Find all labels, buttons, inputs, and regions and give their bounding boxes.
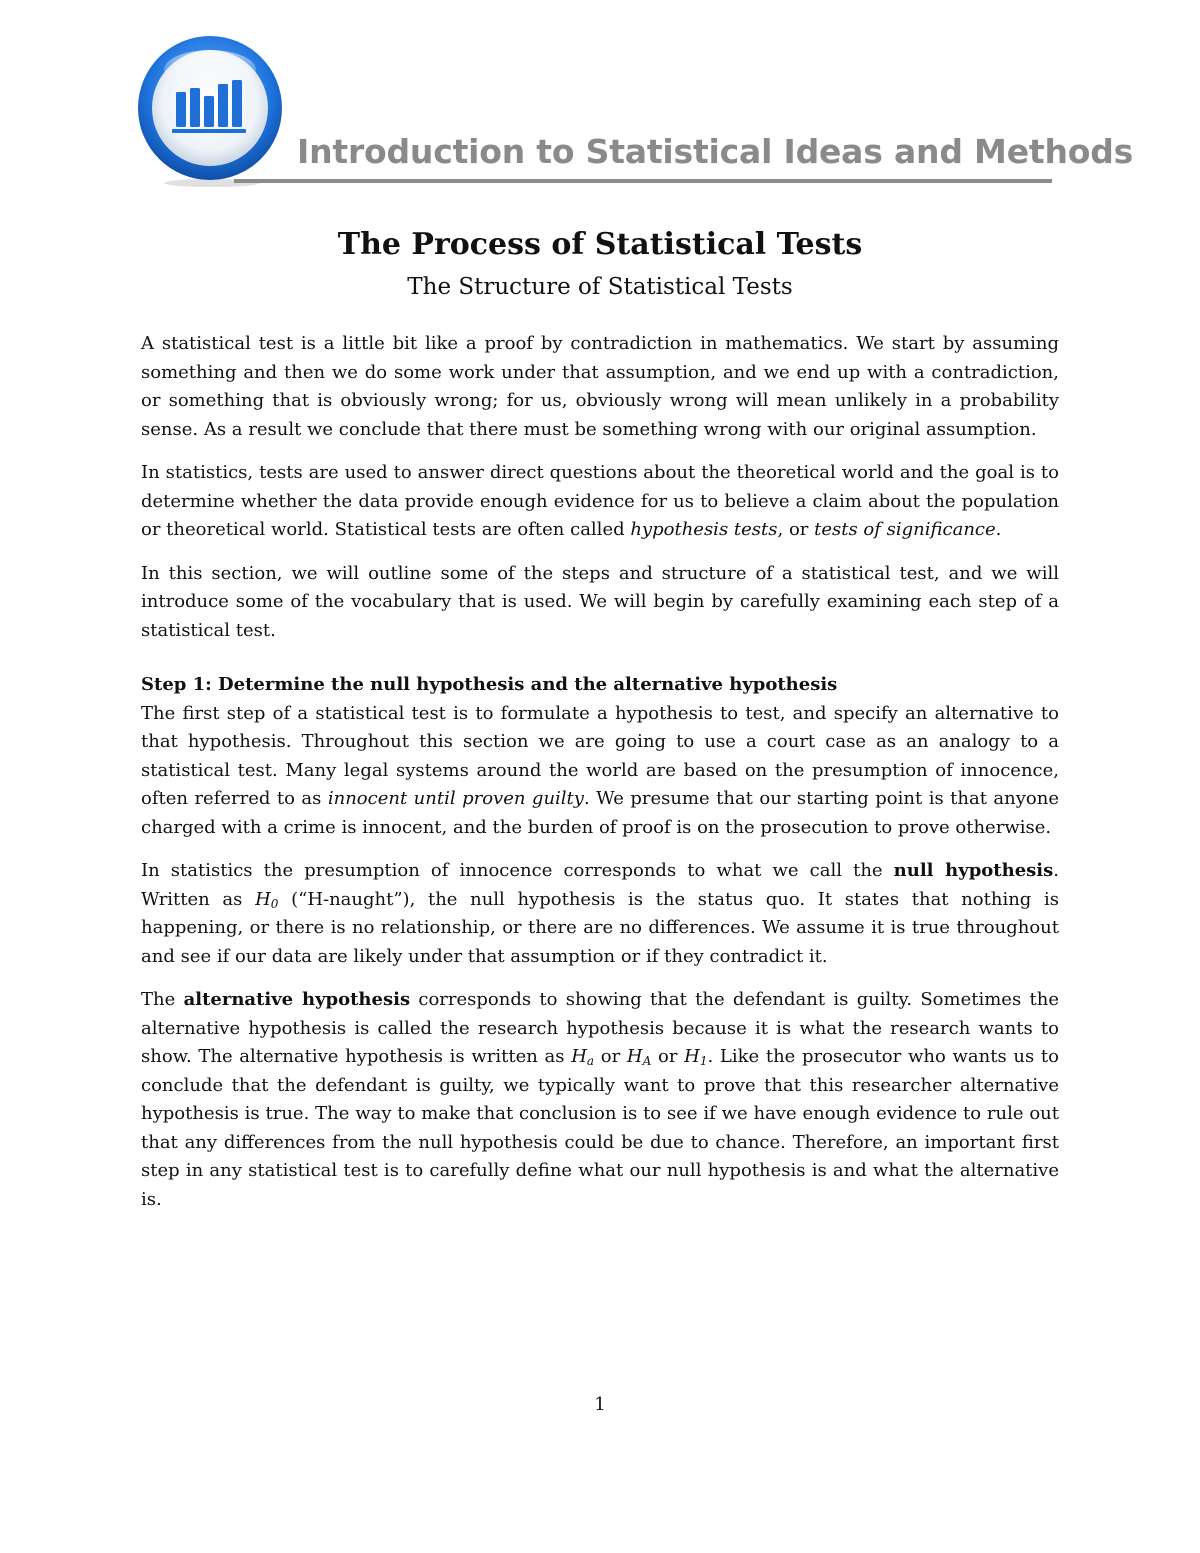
page-subtitle: The Structure of Statistical Tests (407, 274, 793, 300)
math-subscript: A (642, 1054, 652, 1068)
math-letter: H (255, 888, 271, 910)
text: corresponds to showing that the defendant is guilty. Sometimes the alternative hypothesis is called the research hypothesis because it is what the research wants to show. The alternative hypothesis is written as (141, 989, 1059, 1067)
text: (“H-naught”), the null hypothesis is the status quo. It states that nothing is happening, or there is no relationship, or there are no differences. We assume it is true throughout and see if our data are likely under that assumption or if they contradict it. (141, 888, 1059, 967)
paragraph-alternative-hypothesis (141, 986, 1059, 1214)
text: or (594, 1046, 627, 1067)
math-symbol (255, 889, 278, 910)
text: . Like the prosecutor who wants us to conclude that the defendant is guilty, we typically want to prove that this researcher alternative hypothesis is true. The way to make that conclusion is to see if we have enough evidence to rule out that any differences from the null hypothesis could be due to chance. Therefore, an important first step in any statistical test is to carefully define what our null hypothesis is and what the alternative is. (141, 1046, 1059, 1210)
math-subscript: a (586, 1054, 595, 1068)
emphasis-term: tests of significance (814, 519, 996, 540)
section-heading: Step 1: Determine the null hypothesis and the alternative hypothesis (141, 674, 838, 695)
text: The (141, 989, 184, 1010)
text: . We presume that our starting point is that anyone charged with a crime is innocent, and the burden of proof is on the prosecution to prove otherwise. (141, 788, 1059, 838)
paragraph-section-outline: In this section, we will outline some of the steps and structure of a statistical test, and we will introduce some of the vocabulary that is used. We will begin by carefully examining each step of a statistical test. (141, 562, 1059, 641)
paragraph-null-hypothesis (141, 857, 1059, 971)
text: In statistics, tests are used to answer direct questions about the theoretical world and the goal is to determine whether the data provide enough evidence for us to believe a claim about the population or theoretical world. Statistical tests are often called (141, 462, 1059, 540)
paragraph-statistics-tests (141, 459, 1059, 545)
math-symbol (684, 1046, 707, 1067)
math-symbol (627, 1046, 651, 1067)
math-subscript: 0 (270, 896, 279, 911)
text: . Written as (141, 860, 1059, 910)
emphasis-term: hypothesis tests (630, 519, 778, 540)
bold-term: alternative hypothesis (183, 989, 411, 1010)
text: . (995, 519, 1002, 540)
header-divider (234, 179, 1052, 183)
document-body (141, 330, 1059, 1229)
math-letter: H (684, 1046, 700, 1067)
course-title: Introduction to Statistical Ideas and Methods (297, 132, 1134, 171)
bar-chart-icon (136, 36, 286, 188)
page-title: The Process of Statistical Tests (337, 227, 863, 262)
text: or (651, 1046, 685, 1067)
math-letter: H (571, 1046, 587, 1067)
paragraph-step-1 (141, 671, 1059, 842)
math-subscript: 1 (699, 1054, 708, 1068)
emphasis-term: innocent until proven guilty (327, 788, 584, 809)
math-symbol (571, 1046, 594, 1067)
text: The first step of a statistical test is to formulate a hypothesis to test, and specify an alternative to that hypothesis. Throughout this section we are going to use a court case as an analogy to a statistical test. Many legal systems around the world are based on the presumption of innocence, often referred to as (141, 702, 1059, 809)
page-number: 1 (594, 1394, 606, 1415)
text: , or (777, 519, 815, 540)
course-logo (136, 36, 286, 188)
bold-term: null hypothesis (893, 860, 1054, 881)
math-letter: H (626, 1046, 643, 1067)
paragraph-intro: A statistical test is a little bit like a proof by contradiction in mathematics. We start by assuming something and then we do some work under that assumption, and we end up with a contradiction, or something that is obviously wrong; for us, obviously wrong will mean unlikely in a probability sense. As a result we conclude that there must be something wrong with our original assumption. (141, 333, 1059, 440)
text: In statistics the presumption of innocence corresponds to what we call the (141, 860, 894, 881)
